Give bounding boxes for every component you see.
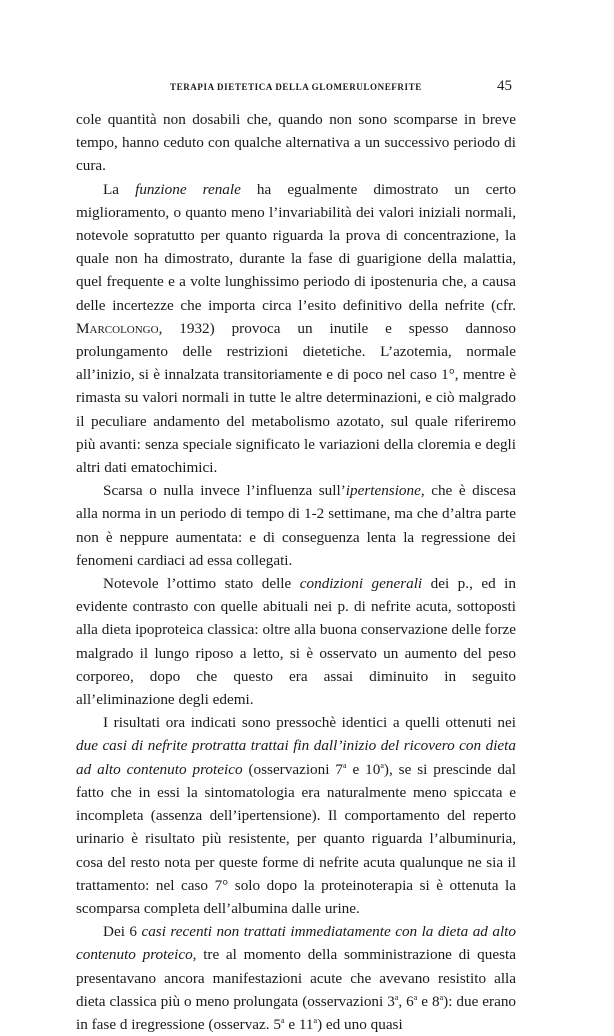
page-header: [0, 78, 614, 98]
superscript: a: [280, 1015, 285, 1025]
superscript: a: [413, 992, 418, 1002]
paragraph: [76, 572, 516, 711]
text-run: La: [103, 180, 136, 198]
text-run: ): due erano in fase d iregressione (osservaz. 5: [76, 992, 517, 1033]
text-run: I risultati ora indicati sono pressochè identici a quelli ottenuti nei: [103, 714, 516, 732]
superscript: a: [380, 760, 384, 770]
italic-run: funzione renale: [135, 180, 241, 198]
text-run: , 6: [398, 992, 414, 1010]
text-run: Dei 6: [103, 923, 142, 941]
small-caps-run: Marcolongo: [76, 319, 159, 337]
italic-run: due casi di nefrite protratta trattai fin dall’inizio del ricovero con dieta ad alto contenuto proteico: [76, 737, 516, 778]
superscript: a: [394, 992, 399, 1002]
text-run: , tre al momento della somministrazione di questa presentavano ancora manifestazioni acute che avevano resistito alla dieta classica più o meno prolungata (osservazioni 3: [76, 946, 516, 1010]
text-run: Scarsa o nulla invece l’influenza sull’: [103, 482, 346, 500]
text-run: ), se si prescinde dal fatto che in essi la sintomatologia era naturalmente meno spiccata e incompleta (assenza dell’ipertensione). Il comportamento del reperto urinario è risultato più resistente, per quanto riguarda l’albuminuria, cosa del resto nota per queste forme di nefrite acuta qualunque ne sia il trattamento: nel caso 7° solo dopo la proteinoterapia si è ottenuta la scomparsa completa dell’albumina dalle urine.: [76, 760, 516, 917]
text-run: , che è discesa alla norma in un periodo di tempo di 1-2 settimane, ma che d’altra parte non è neppure aumentata: e di conseguenza lenta la regressione dei fenomeni cardiaci ad essa collegati.: [76, 482, 516, 569]
body-text: [76, 108, 516, 1036]
text-run: (osservazioni 7: [242, 760, 343, 778]
text-run: , 1932) provoca un inutile e spesso dannoso prolungamento delle restrizioni dietetiche. L’azotemia, normale all’inizio, si è innalzata transitoriamente e di poco nel caso 1°, mentre è rimasta su valori normali in tutte le altre determinazioni, e ciò malgrado il peculiare andamento del metabolismo azotato, sul quale riferiremo più avanti: senza speciale significato le variazioni della cloremia e degli altri dati ematochimici.: [76, 319, 516, 477]
text-run: ) ed uno quasi: [317, 1015, 403, 1033]
italic-run: casi recenti non trattati immediatamente con la dieta ad alto contenuto proteico: [76, 923, 516, 964]
superscript: a: [439, 992, 444, 1002]
superscript: a: [313, 1015, 318, 1025]
superscript: a: [342, 760, 347, 770]
paragraph: [76, 711, 516, 920]
paragraph: [76, 479, 516, 572]
text-run: Notevole l’ottimo stato delle: [103, 575, 300, 593]
paragraph: [76, 178, 516, 480]
paragraph: [76, 108, 516, 178]
italic-run: ipertensione: [345, 482, 421, 500]
italic-run: condizioni generali: [299, 575, 423, 593]
page-number: 45: [497, 78, 512, 94]
text-run: e 8: [417, 992, 440, 1010]
text-run: cole quantità non dosabili che, quando non sono scomparse in breve tempo, hanno ceduto con qualche alternativa a un successivo periodo di cura.: [76, 111, 516, 175]
paragraph: [76, 920, 516, 1036]
text-run: e 10: [346, 760, 381, 778]
text-run: ha egualmente dimostrato un certo miglioramento, o quanto meno l’invariabilità dei valori iniziali normali, notevole sopratutto per quanto riguarda la prova di concentrazione, la quale non ha dimostrato, durante la fase di guarigione della malattia, quel frequente e a volte lunghissimo periodo di ipostenuria che, a causa delle incertezze che importa circa l’esito definitivo della nefrite (cfr.: [76, 180, 516, 314]
running-title: TERAPIA DIETETICA DELLA GLOMERULONEFRITE: [170, 82, 422, 92]
text-run: dei p., ed in evidente contrasto con quelle abituali nei p. di nefrite acuta, sottoposti alla dieta ipoproteica classica: oltre alla buona conservazione delle forze malgrado il lungo riposo a letto, si è osservato un aumento del peso corporeo, dopo che questo era assai diminuito in seguito all’eliminazione degli edemi.: [76, 575, 516, 709]
text-run: e 11: [284, 1015, 314, 1033]
